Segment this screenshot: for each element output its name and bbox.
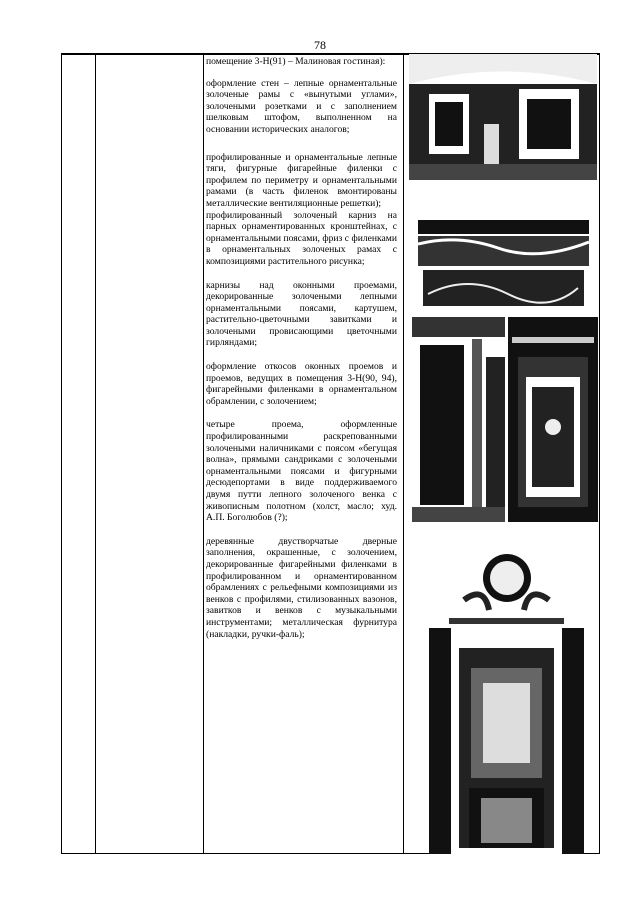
photo-room-interior: [409, 54, 597, 180]
column-divider-1: [95, 54, 96, 853]
description-paragraph: профилированные и орнаментальные лепные тяги, фигурные фигарейные филенки с профилем по периметру и орнаментальными рамами (в часть филенок вмонтированы металлические вентиляционные решетки);: [206, 151, 397, 209]
column-divider-2: [203, 54, 204, 853]
description-paragraph: помещение 3-Н(91) – Малиновая гостиная):: [206, 56, 386, 67]
description-column: [206, 55, 397, 640]
description-paragraph: деревянные двустворчатые дверные заполнения, окрашенные, с золочением, декорированные фигарейными филенками в профилированном и орнаментированном обрамлениях с рельефными композициями из венков с профилями, стилизованных вазонов, завитков и венков с музыкальными инструментами; металлическая фурнитура (накладки, ручки-фаль);: [206, 535, 397, 640]
column-divider-3: [403, 54, 404, 853]
page-number: 78: [314, 38, 326, 52]
description-paragraph: оформление стен – лепные орнаментальные золоченые рамы с «вынутыми углами», золочеными розетками и с заполнением шелковым штофом, выполненном на основании исторических аналогов;: [206, 77, 397, 135]
description-paragraph: четыре проема, оформленные профилированными раскрепованными золочеными наличниками с поясом «бегущая волна», прямыми сандриками с золочеными орнаментальными поясами и фигурными десюдепортами в виде поддерживаемого двумя путти лепного золоченого венка с живописным полотном (холст, масло; худ. А.П. Боголюбов (?);: [206, 419, 397, 524]
photo-overdoor-wreath: [429, 540, 584, 628]
photo-door-portal: [508, 317, 598, 522]
photo-door-enfilade: [429, 628, 584, 854]
description-paragraph: профилированный золоченый карниз на парных орнаментированных кронштейнах, с орнаментальными поясами, фриз с филенками в орнаментальных золоченых рамах с композициями растительного рисунка;: [206, 209, 397, 267]
photo-cornice-detail: [418, 214, 589, 314]
photo-window-slope: [412, 317, 505, 522]
description-paragraph: оформление откосов оконных проемов и проемов, ведущих в помещения 3-Н(90, 94), фигарейными филенками в орнаментальном обрамлении, с золочением;: [206, 361, 397, 407]
description-paragraph: карнизы над оконными проемами, декорированные золочеными лепными орнаментальными поясами, картушем, растительно-цветочными завитками и золочеными провисающими цветочными гирляндами;: [206, 279, 397, 349]
